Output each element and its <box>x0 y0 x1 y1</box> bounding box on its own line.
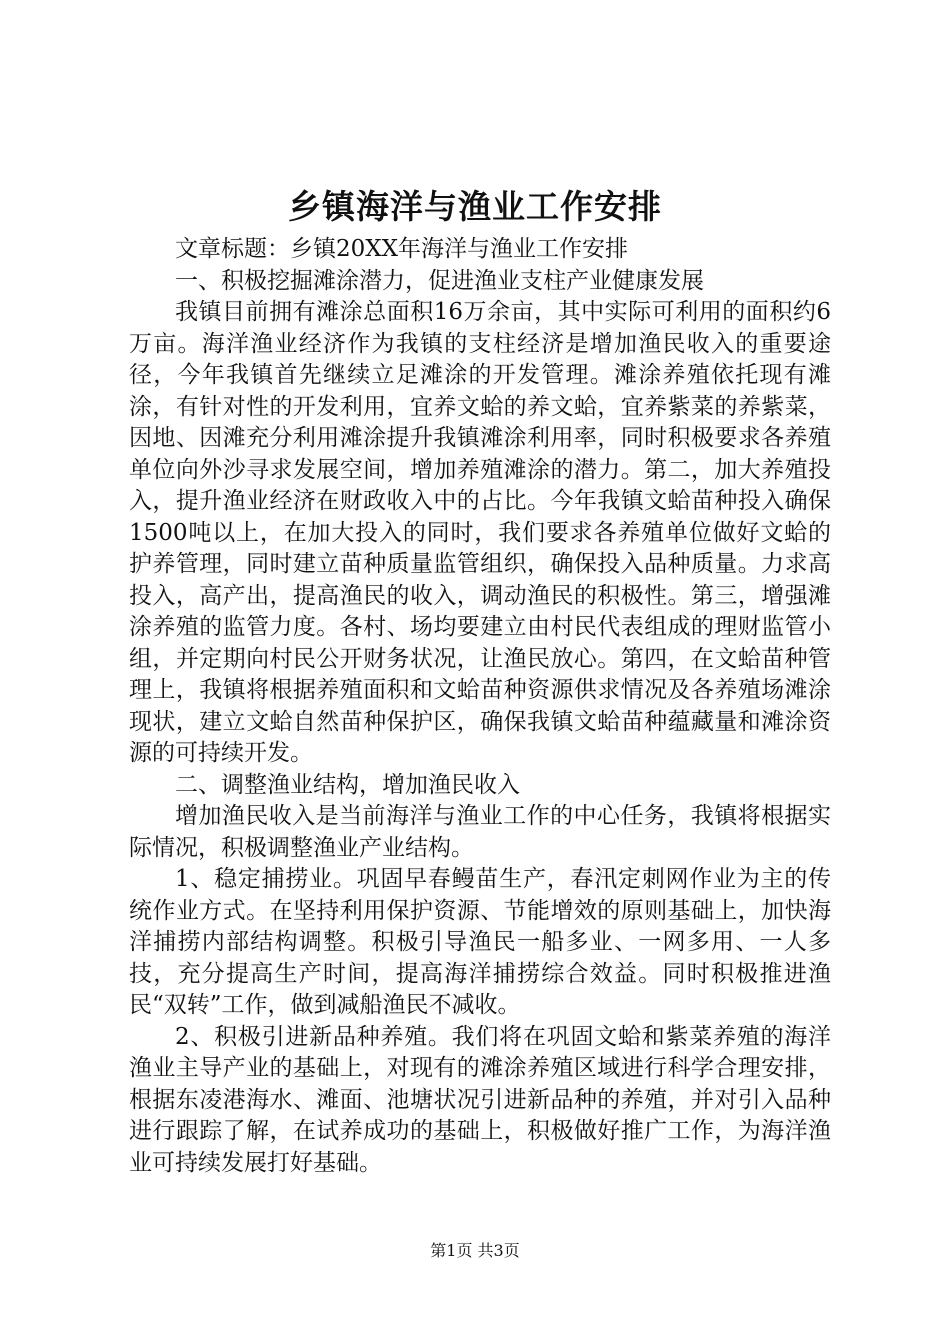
document-title: 乡镇海洋与渔业工作安排 <box>288 187 662 226</box>
section-heading-2: 二、调整渔业结构，增加渔民收入 <box>175 771 520 798</box>
paragraph: 我镇目前拥有滩涂总面积16万余亩，其中实际可利用的面积约6万亩。海洋渔业经济作为我镇的支柱经济是增加渔民收入的重要途径，今年我镇首先继续立足滩涂的开发管理。滩涂养殖依托现有滩涂，有针对性的开发利用，宜养文蛤的养文蛤，宜养紫菜的养紫菜，因地、因滩充分利用滩涂提升我镇滩涂利用率，同时积极要求各养殖单位向外沙寻求发展空间，增加养殖滩涂的潜力。第二，加大养殖投入，提升渔业经济在财政收入中的占比。今年我镇文蛤苗种投入确保1500吨以上，在加大投入的同时，我们要求各养殖单位做好文蛤的护养管理，同时建立苗种质量监管组织，确保投入品种质量。力求高投入，高产出，提高渔民的收入，调动渔民的积极性。第三，增强滩涂养殖的监管力度。各村、场均要建立由村民代表组成的理财监管小组，并定期向村民公开财务状况，让渔民放心。第四，在文蛤苗种管理上，我镇将根据养殖面积和文蛤苗种资源供求情况及各养殖场滩涂现状，建立文蛤自然苗种保护区，确保我镇文蛤苗种蕴藏量和滩涂资源的可持续开发。 <box>129 299 831 766</box>
paragraph: 增加渔民收入是当前海洋与渔业工作的中心任务，我镇将根据实际情况，积极调整渔业产业结构。 <box>129 803 831 861</box>
article-title-line: 文章标题：乡镇20XX年海洋与渔业工作安排 <box>175 236 629 262</box>
paragraph: 1、稳定捕捞业。巩固早春鳗苗生产，春汛定刺网作业为主的传统作业方式。在坚持利用保护资源、节能增效的原则基础上，加快海洋捕捞内部结构调整。积极引导渔民一船多业、一网多用、一人多技，充分提高生产时间，提高海洋捕捞综合效益。同时积极推进渔民“双转”工作，做到减船渔民不减收。 <box>129 866 831 1018</box>
document-body <box>129 234 831 1179</box>
page-number-footer: 第1页 共3页 <box>430 1241 520 1260</box>
section-heading-1: 一、积极挖掘滩涂潜力，促进渔业支柱产业健康发展 <box>175 267 704 294</box>
paragraph: 2、积极引进新品种养殖。我们将在巩固文蛤和紫菜养殖的海洋渔业主导产业的基础上，对现有的滩涂养殖区域进行科学合理安排，根据东凌港海水、滩面、池塘状况引进新品种的养殖，并对引入品种进行跟踪了解，在试养成功的基础上，积极做好推广工作，为海洋渔业可持续发展打好基础。 <box>129 1023 831 1176</box>
